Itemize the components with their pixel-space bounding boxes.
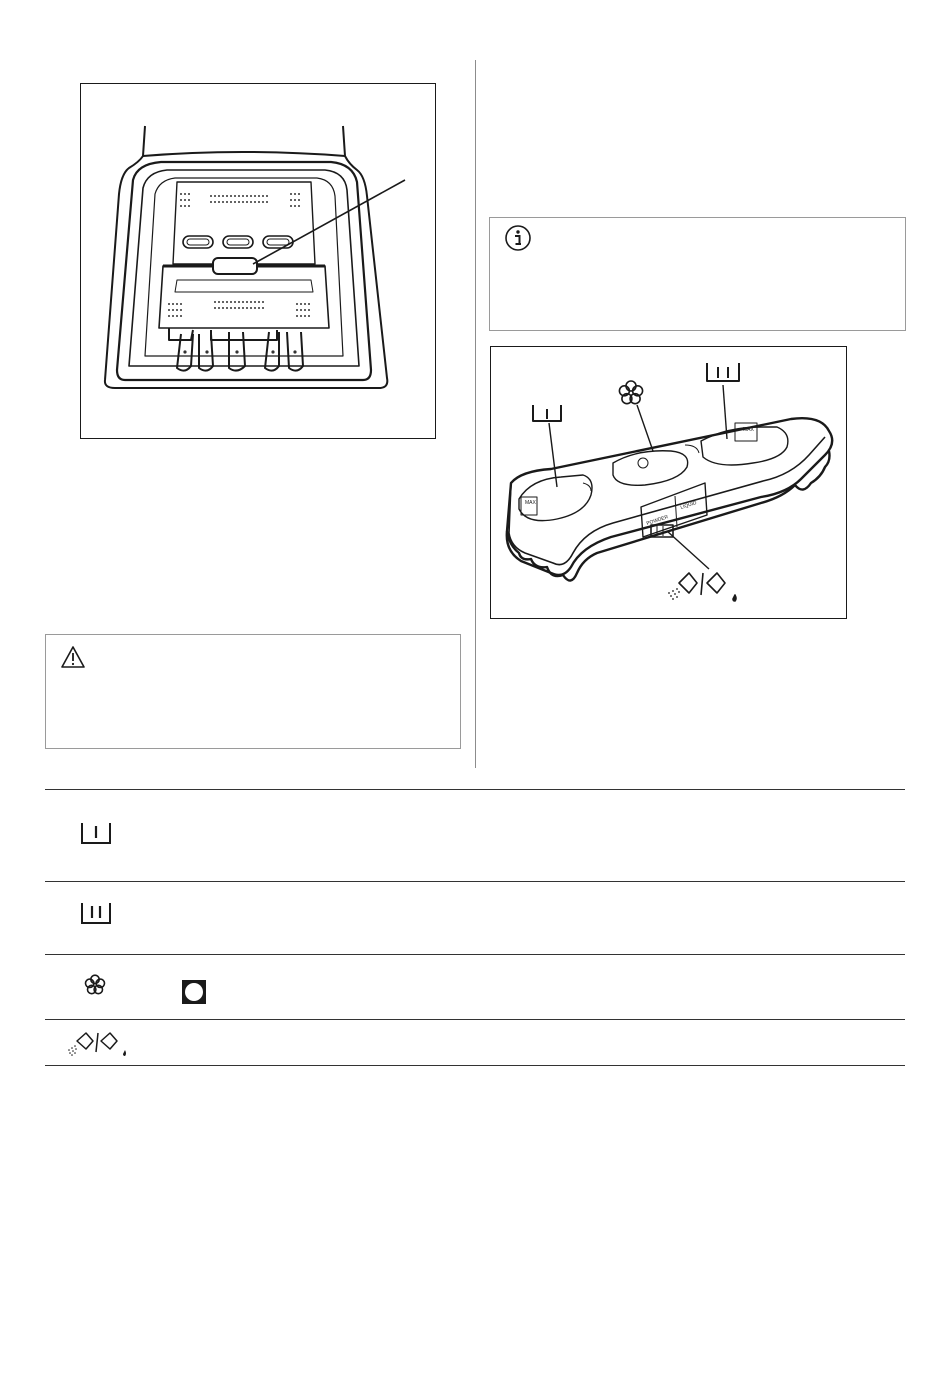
table-row: [45, 955, 905, 1019]
main-wash-compartment-icon: [79, 900, 113, 926]
table-row: [45, 1020, 905, 1065]
filled-square-icon: [181, 979, 207, 1005]
table-bottom-rule: [45, 1065, 905, 1066]
liquid-label: LIQUID: [679, 500, 698, 511]
table-row: [45, 882, 905, 954]
washer-drum-drawer-illustration: [81, 84, 435, 438]
powder-label: POWDER: [645, 514, 670, 527]
dispenser-figure: [490, 346, 847, 619]
prewash-compartment-icon: [79, 820, 113, 846]
max-label-mainwash: MAX: [743, 427, 754, 433]
warning-triangle-icon: [60, 645, 86, 669]
detergent-dispenser-illustration: [491, 347, 846, 618]
column-divider: [475, 60, 476, 768]
max-label-prewash: MAX: [525, 500, 536, 506]
info-box: [489, 217, 906, 331]
softener-compartment-icon: [83, 973, 107, 997]
powder-liquid-selector-icon: [67, 1030, 133, 1058]
table-row: [45, 790, 905, 881]
info-icon: [504, 224, 532, 252]
warning-box: [45, 634, 461, 749]
washer-drawer-figure: [80, 83, 436, 439]
